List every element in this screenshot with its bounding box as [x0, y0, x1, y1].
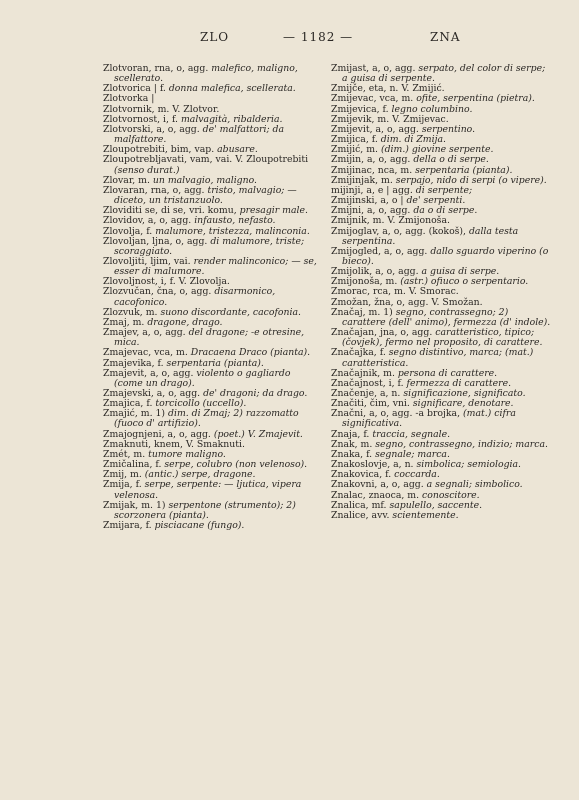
entry-definition: di malumore, triste; scoraggiato. [114, 235, 305, 257]
entry-definition: serpe, serpente: — ljutica, vipera velenosa. [114, 479, 302, 501]
entry-definition: suono discordante, cacofonia. [160, 306, 301, 318]
entry-definition: donna malefica, scellerata. [168, 83, 296, 95]
entry-definition: ofite, serpentina (pietra). [416, 93, 535, 105]
entry-headword: Zloupotrebiti, bim, vap. [103, 144, 218, 156]
dictionary-entry [103, 287, 317, 307]
entry-headword: Zlotvorka | [103, 93, 155, 105]
entry-definition: significare, denotare. [412, 398, 514, 410]
entry-headword: Zlotvornost, i, f. [103, 113, 181, 125]
entry-definition: di serpente; [415, 184, 473, 196]
dictionary-entry [331, 409, 551, 429]
entry-headword: Zlovoljiti, ljim, vai. [103, 255, 194, 267]
entry-headword: mijinji, a, e | agg. [331, 184, 416, 196]
dictionary-entry [103, 369, 317, 389]
entry-definition: (dim.) giovine serpente. [380, 144, 494, 156]
entry-definition: (senso durat.) [114, 164, 180, 176]
entry-headword: Zlotvornik, m. V. Zlotvor. [103, 103, 220, 115]
entry-headword: Znak, m. [331, 438, 376, 450]
dictionary-entry [331, 247, 551, 267]
entry-definition: Dracaena Draco (pianta). [190, 347, 311, 359]
entry-headword: Znaja, f. [331, 428, 373, 440]
entry-definition: serpato, del color di serpe; a guisa di serpente. [342, 63, 546, 85]
entry-headword: Značajan, jna, o, agg. [331, 327, 436, 339]
entry-headword: Zmajevit, a, o, agg. [103, 367, 197, 379]
entry-definition: caratteristico, tipico; (čovjek), fermo nel proposito, di carattere. [342, 327, 543, 349]
entry-definition: malvagità, ribalderia. [180, 113, 283, 125]
dictionary-entry [103, 480, 317, 500]
entry-headword: Zmijolik, a, o, agg. [331, 266, 422, 278]
entry-headword: Zlozvučan, čna, o, agg. [103, 286, 215, 298]
entry-definition: violento o gagliardo (come un drago). [114, 367, 291, 389]
dictionary-entry [103, 186, 317, 206]
entry-headword: Zmijevit, a, o, agg. [331, 123, 422, 135]
entry-headword: Zmajev, a, o, agg. [103, 327, 189, 339]
entry-definition: serpajo, nido di serpi (o vipere). [395, 174, 547, 186]
entry-definition: scientemente. [392, 509, 459, 521]
entry-headword: Zmajevika, f. [103, 357, 167, 369]
entry-definition: del dragone; -e otresine, mica. [114, 327, 305, 349]
dictionary-entry [331, 348, 551, 368]
entry-headword: Zmijoglav, a, o, agg. (kokoš), [331, 225, 469, 237]
entry-headword: Zmij, m. [103, 469, 145, 481]
entry-headword: Zmijevac, vca, m. [331, 93, 417, 105]
entry-definition: disarmonico, cacofonico. [114, 286, 276, 308]
entry-definition: (astr.) ofiuco o serpentario. [400, 276, 529, 288]
entry-definition: (antic.) serpe, dragone. [144, 469, 256, 481]
entry-headword: Zmajognjeni, a, o, agg. [103, 428, 214, 440]
entry-definition: dim. di Zmija. [380, 134, 446, 146]
entry-headword: Zmičalina, f. [103, 459, 165, 471]
entry-headword: Zmijica, f. [331, 134, 381, 146]
entry-definition: serpentaria (pianta). [166, 357, 264, 369]
entry-headword: Zmijinjak, m. [331, 174, 396, 186]
entry-headword: Zmijevica, f. [331, 103, 392, 115]
entry-headword: Zmajevac, vca, m. [103, 347, 191, 359]
entry-headword: Zmajica, f. [103, 398, 156, 410]
dictionary-entry [331, 227, 551, 247]
entry-headword: Zmajevski, a, o, agg. [103, 388, 204, 399]
entry-definition: de' dragoni; da drago. [203, 388, 308, 399]
entry-headword: Zmijak, m. 1) [103, 499, 169, 511]
entry-definition: serpe, colubro (non velenoso). [164, 459, 308, 471]
entry-headword: Zmijče, eta, n. V. Zmijić. [331, 83, 445, 95]
entry-definition: simbolica; semiologia. [416, 459, 522, 471]
entry-definition: a segnali; simbolico. [426, 479, 523, 491]
dictionary-entry [331, 64, 551, 84]
dictionary-entry [103, 155, 317, 175]
entry-definition: render malinconico; — se, esser di malumore. [114, 255, 317, 278]
entry-headword: Značni, a, o, agg. -a brojka, [331, 408, 463, 420]
entry-headword: Zmorac, rca, m. V. Smorac. [331, 286, 459, 298]
entry-headword: Zlotvoran, rna, o, agg. [103, 63, 212, 74]
entry-headword: Zmaj, m. [103, 316, 148, 328]
entry-definition: da o di serpe. [413, 205, 478, 217]
entry-definition: significazione, significato. [403, 388, 526, 399]
entry-headword: Znalica, mf. [331, 499, 390, 511]
entry-headword: Zmijast, a, o, agg. [331, 63, 419, 74]
entry-headword: Značaj, m. 1) [331, 306, 396, 318]
entry-definition: pisciacane (fungo). [154, 520, 245, 532]
dictionary-entry [103, 409, 317, 429]
entry-headword: Zmét, m. [103, 448, 149, 460]
dictionary-entry [103, 328, 317, 348]
entry-headword: Zmijonoša, m. [331, 276, 401, 288]
left-column [103, 64, 317, 531]
entry-definition: coccarda. [394, 469, 440, 481]
entry-definition: un malvagio, maligno. [152, 174, 258, 186]
entry-definition: (mat.) cifra significativa. [342, 408, 516, 430]
entry-headword: Zlovoljnost, i, f. V. Zlovolja. [103, 276, 230, 288]
entry-definition: conoscitore. [422, 489, 480, 501]
entry-definition: (poet.) V. Zmajevit. [213, 428, 303, 440]
entry-headword: Zmijevik, m. V. Zmijevac. [331, 113, 449, 125]
entry-definition: traccia, segnale. [372, 428, 451, 440]
entry-headword: Znakovica, f. [331, 469, 395, 481]
entry-definition: malumore, tristezza, malinconia. [155, 225, 310, 237]
entry-definition: fermezza di carattere. [406, 377, 512, 389]
entry-headword: Zmijić, m. [331, 144, 381, 156]
entry-headword: Zmijnik, m. V. Zmijonoša. [331, 215, 450, 227]
right-guide-word: ZNA [430, 30, 461, 44]
entry-definition: segno distintivo, marca; (mat.) caratteristica. [342, 347, 534, 369]
entry-definition: serpentone (strumento); 2) scorzonera (pianta). [114, 499, 296, 521]
dictionary-entry [331, 308, 551, 328]
dictionary-entry [103, 237, 317, 257]
entry-headword: Značiti, čim, vni. [331, 398, 413, 410]
left-guide-word: ZLO [200, 30, 230, 44]
dictionary-entry [103, 501, 317, 521]
entry-definition: serpentino. [421, 123, 476, 135]
entry-definition: persona di carattere. [397, 367, 498, 379]
entry-definition: infausto, nefasto. [194, 215, 276, 227]
entry-definition: della o di serpe. [413, 154, 489, 166]
entry-definition: dim. di Zmaj; 2) razzomatto (fuoco d' artifizio). [114, 408, 299, 430]
entry-headword: Zlovar, m. [103, 174, 153, 186]
entry-definition: legno columbino. [391, 103, 473, 115]
entry-definition: presagir male. [239, 205, 308, 217]
dictionary-entry [331, 328, 551, 348]
entry-headword: Znakoslovje, a, n. [331, 459, 417, 471]
entry-headword: Zmija, f. [103, 479, 145, 491]
entry-headword: Zmajić, m. 1) [103, 408, 169, 420]
entry-headword: Zlovolja, f. [103, 225, 156, 237]
entry-headword: Znakovni, a, o, agg. [331, 479, 427, 491]
entry-headword: Zmijinac, nca, m. [331, 164, 416, 176]
entry-definition: dalla testa serpentina. [342, 225, 519, 247]
entry-headword: Zloviditi se, di se, vri. komu, [103, 205, 240, 217]
entry-definition: de' serpenti. [406, 195, 466, 207]
entry-definition: segno, contrassegno; 2) carattere (dell' animo), fermezza (d' indole). [342, 306, 551, 328]
dictionary-entry [103, 64, 317, 84]
entry-headword: Zmijin, a, o, agg. [331, 154, 414, 166]
entry-definition: segnale; marca. [375, 448, 450, 460]
entry-headword: Zmijara, f. [103, 520, 155, 532]
entry-headword: Značajka, f. [331, 347, 389, 359]
dictionary-entry [103, 257, 317, 277]
entry-headword: Zlozvuk, m. [103, 306, 161, 318]
entry-headword: Znalac, znaoca, m. [331, 489, 423, 501]
entry-definition: de' malfattori; da malfattore. [114, 123, 285, 146]
entry-headword: Značenje, a, n. [331, 388, 404, 399]
entry-definition: a guisa di serpe. [421, 266, 500, 278]
entry-headword: Zlotvorica | f. [103, 83, 169, 95]
entry-headword: Znaka, f. [331, 448, 376, 460]
entry-definition: malefico, maligno, scellerato. [114, 63, 298, 85]
dictionary-entry [103, 521, 317, 531]
entry-definition: sapulello, saccente. [389, 499, 483, 511]
entry-headword: Zmijinski, a, o | [331, 195, 407, 207]
entry-headword: Znalice, avv. [331, 509, 393, 521]
entry-headword: Značajnik, m. [331, 367, 398, 379]
entry-headword: Zlovidov, a, o, agg. [103, 215, 195, 227]
entry-headword: Zmijogled, a, o, agg. [331, 245, 431, 257]
entry-definition: abusare. [217, 144, 258, 156]
entry-definition: segno, contrassegno, indizio; marca. [375, 438, 548, 450]
dictionary-entry [331, 511, 551, 521]
entry-headword: Zmijni, a, o, agg. [331, 205, 414, 217]
entry-headword: Zloupotrebljavati, vam, vai. V. Zloupotrebiti [103, 154, 309, 166]
entry-definition: dallo sguardo viperino (o bieco). [342, 245, 549, 267]
dictionary-entry [103, 125, 317, 145]
entry-headword: Zlotvorski, a, o, agg. [103, 123, 203, 135]
right-column [331, 64, 551, 521]
entry-headword: Zlovaran, rna, o, agg. [103, 184, 208, 196]
entry-headword: Zmaknuti, knem, V. Smaknuti. [103, 438, 245, 450]
page-number: — 1182 — [283, 30, 354, 44]
entry-headword: Značajnost, i, f. [331, 377, 407, 389]
entry-definition: serpentaria (pianta). [415, 164, 513, 176]
entry-headword: Zmožan, žna, o, agg. V. Smožan. [331, 296, 483, 308]
entry-definition: tristo, malvagio; — diceto, un tristanzuolo. [114, 184, 297, 207]
entry-definition: dragone, drago. [147, 316, 223, 328]
entry-definition: tumore maligno. [148, 448, 226, 460]
entry-definition: torcicollo (uccello). [155, 398, 247, 410]
entry-headword: Zlovoljan, ljna, o, agg. [103, 235, 211, 247]
